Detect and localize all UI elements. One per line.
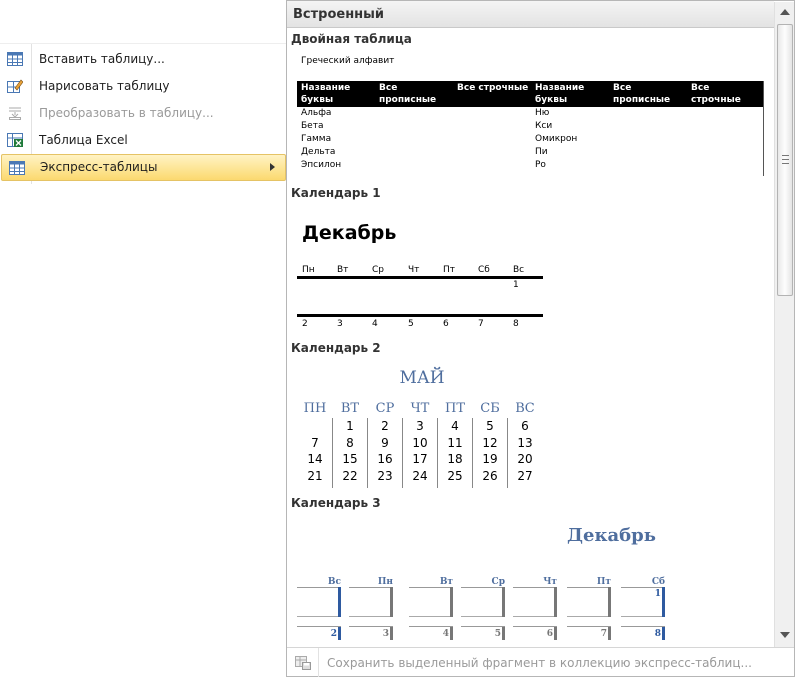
double-table-header <box>297 81 763 107</box>
double-table-caption: Греческий алфавит <box>301 56 395 66</box>
cell-top-border <box>461 587 505 588</box>
cell-right-bar <box>390 627 393 640</box>
cell-right-bar <box>662 627 665 640</box>
day-number: 1 <box>654 589 661 599</box>
calendar1-rule <box>297 314 543 317</box>
day-number: 8 <box>513 319 519 329</box>
cell-top-border <box>297 587 341 588</box>
day-number: 2 <box>302 319 308 329</box>
day-number: 20 <box>517 452 533 466</box>
cell-right-bar <box>502 587 505 617</box>
cell-top-border <box>513 626 557 627</box>
weekday-label: СБ <box>480 401 500 416</box>
day-number: 11 <box>447 435 463 450</box>
calendar1-rule <box>297 276 543 279</box>
day-number: 14 <box>307 452 323 466</box>
header-cell: Название буквы <box>301 83 351 105</box>
weekday-label: Пн <box>302 265 315 275</box>
day-number: 19 <box>482 452 498 466</box>
excel-table-icon <box>7 133 23 147</box>
weekday-label: Пт <box>443 265 456 275</box>
weekday-label: Ср <box>491 577 505 587</box>
cell-top-border <box>513 587 557 588</box>
day-number: 7 <box>478 319 484 329</box>
day-cell <box>513 587 557 617</box>
calendar2-month: МАЙ <box>399 368 445 388</box>
day-number: 6 <box>546 629 553 639</box>
insert-table-label: Вставить таблицу... <box>39 52 165 66</box>
day-number: 3 <box>382 629 389 639</box>
calendar1-title: Календарь 1 <box>291 186 381 200</box>
day-number: 2 <box>381 419 389 433</box>
convert-to-table-label: Преобразовать в таблицу... <box>39 106 214 120</box>
day-number: 1 <box>346 419 354 433</box>
table-cell: Альфа <box>301 108 332 118</box>
double-table-title: Двойная таблица <box>291 32 412 46</box>
day-number: 22 <box>342 468 358 483</box>
table-cell: Эпсилон <box>301 160 342 170</box>
arrow-down-icon <box>780 632 790 638</box>
day-number: 6 <box>521 419 529 433</box>
cell-top-border <box>409 626 453 627</box>
column-line <box>472 418 473 488</box>
day-number: 8 <box>346 435 354 450</box>
cell-right-bar <box>338 627 341 640</box>
weekday-label: Чт <box>543 577 557 587</box>
table-cell: Пи <box>535 147 548 157</box>
weekday-label: ПТ <box>444 401 465 416</box>
cell-right-bar <box>554 627 557 640</box>
column-line <box>332 418 333 488</box>
weekday-label: Вт <box>337 265 349 275</box>
cell-right-bar <box>338 587 341 617</box>
weekday-label: Ср <box>372 265 384 275</box>
calendar3-month: Декабрь <box>567 525 656 546</box>
gallery-content <box>287 29 774 646</box>
weekday-label: ВТ <box>340 401 360 416</box>
cell-right-bar <box>608 587 611 617</box>
day-number: 4 <box>372 319 378 329</box>
header-cell: Все строчные <box>691 83 741 105</box>
cell-right-bar <box>390 587 393 617</box>
calendar3-title: Календарь 3 <box>291 496 381 510</box>
day-cell <box>461 587 505 617</box>
quick-tables-icon <box>9 161 25 175</box>
weekday-label: Сб <box>478 265 490 275</box>
day-number: 23 <box>377 468 393 483</box>
day-cell <box>297 587 341 617</box>
day-number: 24 <box>412 468 428 483</box>
cell-top-border <box>349 587 393 588</box>
convert-to-table-item[interactable] <box>0 100 287 127</box>
header-cell: Все прописные <box>613 83 671 105</box>
cell-top-border <box>567 626 611 627</box>
cell-top-border <box>461 626 505 627</box>
day-number: 4 <box>451 419 459 433</box>
submenu-arrow-icon <box>270 163 275 171</box>
excel-table-label: Таблица Excel <box>39 133 128 147</box>
cell-top-border <box>349 626 393 627</box>
table-cell: Гамма <box>301 134 332 144</box>
column-line <box>402 418 403 488</box>
table-cell: Бета <box>301 121 324 131</box>
grip-icon <box>782 155 789 164</box>
calendar1-month: Декабрь <box>302 222 397 244</box>
header-cell: Все строчные <box>457 83 529 93</box>
day-number: 12 <box>482 435 498 450</box>
day-cell <box>409 587 453 617</box>
cell-top-border <box>621 626 665 627</box>
day-number: 1 <box>513 280 519 290</box>
cell-top-border <box>409 587 453 588</box>
weekday-label: ПН <box>303 401 327 416</box>
weekday-label: ЧТ <box>410 401 430 416</box>
cell-right-bar <box>662 587 665 617</box>
day-number: 3 <box>416 419 424 433</box>
excel-table-item[interactable] <box>0 127 287 154</box>
weekday-label: Пн <box>377 577 393 587</box>
calendar2-title: Календарь 2 <box>291 341 381 355</box>
convert-to-table-icon <box>7 106 23 120</box>
day-number: 27 <box>517 468 533 483</box>
day-number: 13 <box>517 435 533 450</box>
weekday-label: Сб <box>651 577 665 587</box>
cell-right-bar <box>502 627 505 640</box>
day-number: 18 <box>447 452 463 466</box>
cell-right-bar <box>608 627 611 640</box>
weekday-label: Чт <box>408 265 420 275</box>
quick-tables-label: Экспресс-таблицы <box>40 160 158 174</box>
scroll-thumb[interactable] <box>777 24 793 296</box>
arrow-up-icon <box>780 9 790 15</box>
day-number: 26 <box>482 468 498 483</box>
draw-table-item[interactable] <box>0 73 287 100</box>
day-cell <box>349 587 393 617</box>
day-number: 9 <box>381 435 389 450</box>
table-menu <box>0 44 287 184</box>
day-number: 2 <box>330 629 337 639</box>
column-line <box>507 418 508 488</box>
column-line <box>437 418 438 488</box>
header-cell: Все прописные <box>379 83 437 105</box>
weekday-label: ВС <box>515 401 535 416</box>
gallery-scrollbar[interactable] <box>774 2 794 647</box>
scroll-down-button[interactable] <box>776 626 794 644</box>
day-cell <box>567 587 611 617</box>
quick-tables-gallery <box>286 0 795 677</box>
weekday-label: СР <box>375 401 395 416</box>
scroll-up-button[interactable] <box>776 3 794 21</box>
save-selection-icon <box>295 656 311 670</box>
day-number: 8 <box>654 629 661 639</box>
save-selection-label: Сохранить выделенный фрагмент в коллекцию экспресс-таблиц... <box>327 656 752 670</box>
weekday-label: Вс <box>513 265 525 275</box>
day-number: 15 <box>342 452 358 466</box>
table-right-border <box>763 81 764 176</box>
cell-right-bar <box>450 587 453 617</box>
weekday-label: Пт <box>596 577 611 587</box>
day-number: 25 <box>447 468 463 483</box>
cell-top-border <box>297 626 341 627</box>
day-number: 21 <box>307 468 323 483</box>
table-cell: Кси <box>535 121 553 131</box>
insert-table-item[interactable] <box>0 46 287 73</box>
day-number: 6 <box>443 319 449 329</box>
day-number: 16 <box>377 452 393 466</box>
day-number: 7 <box>311 435 319 450</box>
table-cell: Дельта <box>301 147 336 157</box>
cell-top-border <box>621 587 665 588</box>
day-number: 10 <box>412 435 428 450</box>
weekday-label: Вс <box>327 577 341 587</box>
table-cell: Ро <box>535 160 546 170</box>
day-number: 5 <box>408 319 414 329</box>
day-number: 4 <box>442 629 449 639</box>
day-number: 17 <box>412 452 428 466</box>
cell-right-bar <box>450 627 453 640</box>
table-cell: Ню <box>535 108 550 118</box>
cell-top-border <box>567 587 611 588</box>
quick-tables-item[interactable] <box>1 154 286 181</box>
day-number: 7 <box>600 629 607 639</box>
gallery-header: Встроенный <box>287 1 774 28</box>
footer-separator <box>318 648 319 677</box>
day-number: 5 <box>486 419 494 433</box>
save-selection-to-gallery[interactable] <box>287 647 794 676</box>
header-cell: Название буквы <box>535 83 585 105</box>
draw-table-label: Нарисовать таблицу <box>39 79 170 93</box>
table-cell: Омикрон <box>535 134 578 144</box>
draw-table-pencil-icon <box>7 79 23 93</box>
table-grid-icon <box>7 52 23 66</box>
column-line <box>367 418 368 488</box>
day-number: 3 <box>337 319 343 329</box>
cell-right-bar <box>554 587 557 617</box>
day-number: 5 <box>494 629 501 639</box>
weekday-label: Вт <box>439 577 453 587</box>
